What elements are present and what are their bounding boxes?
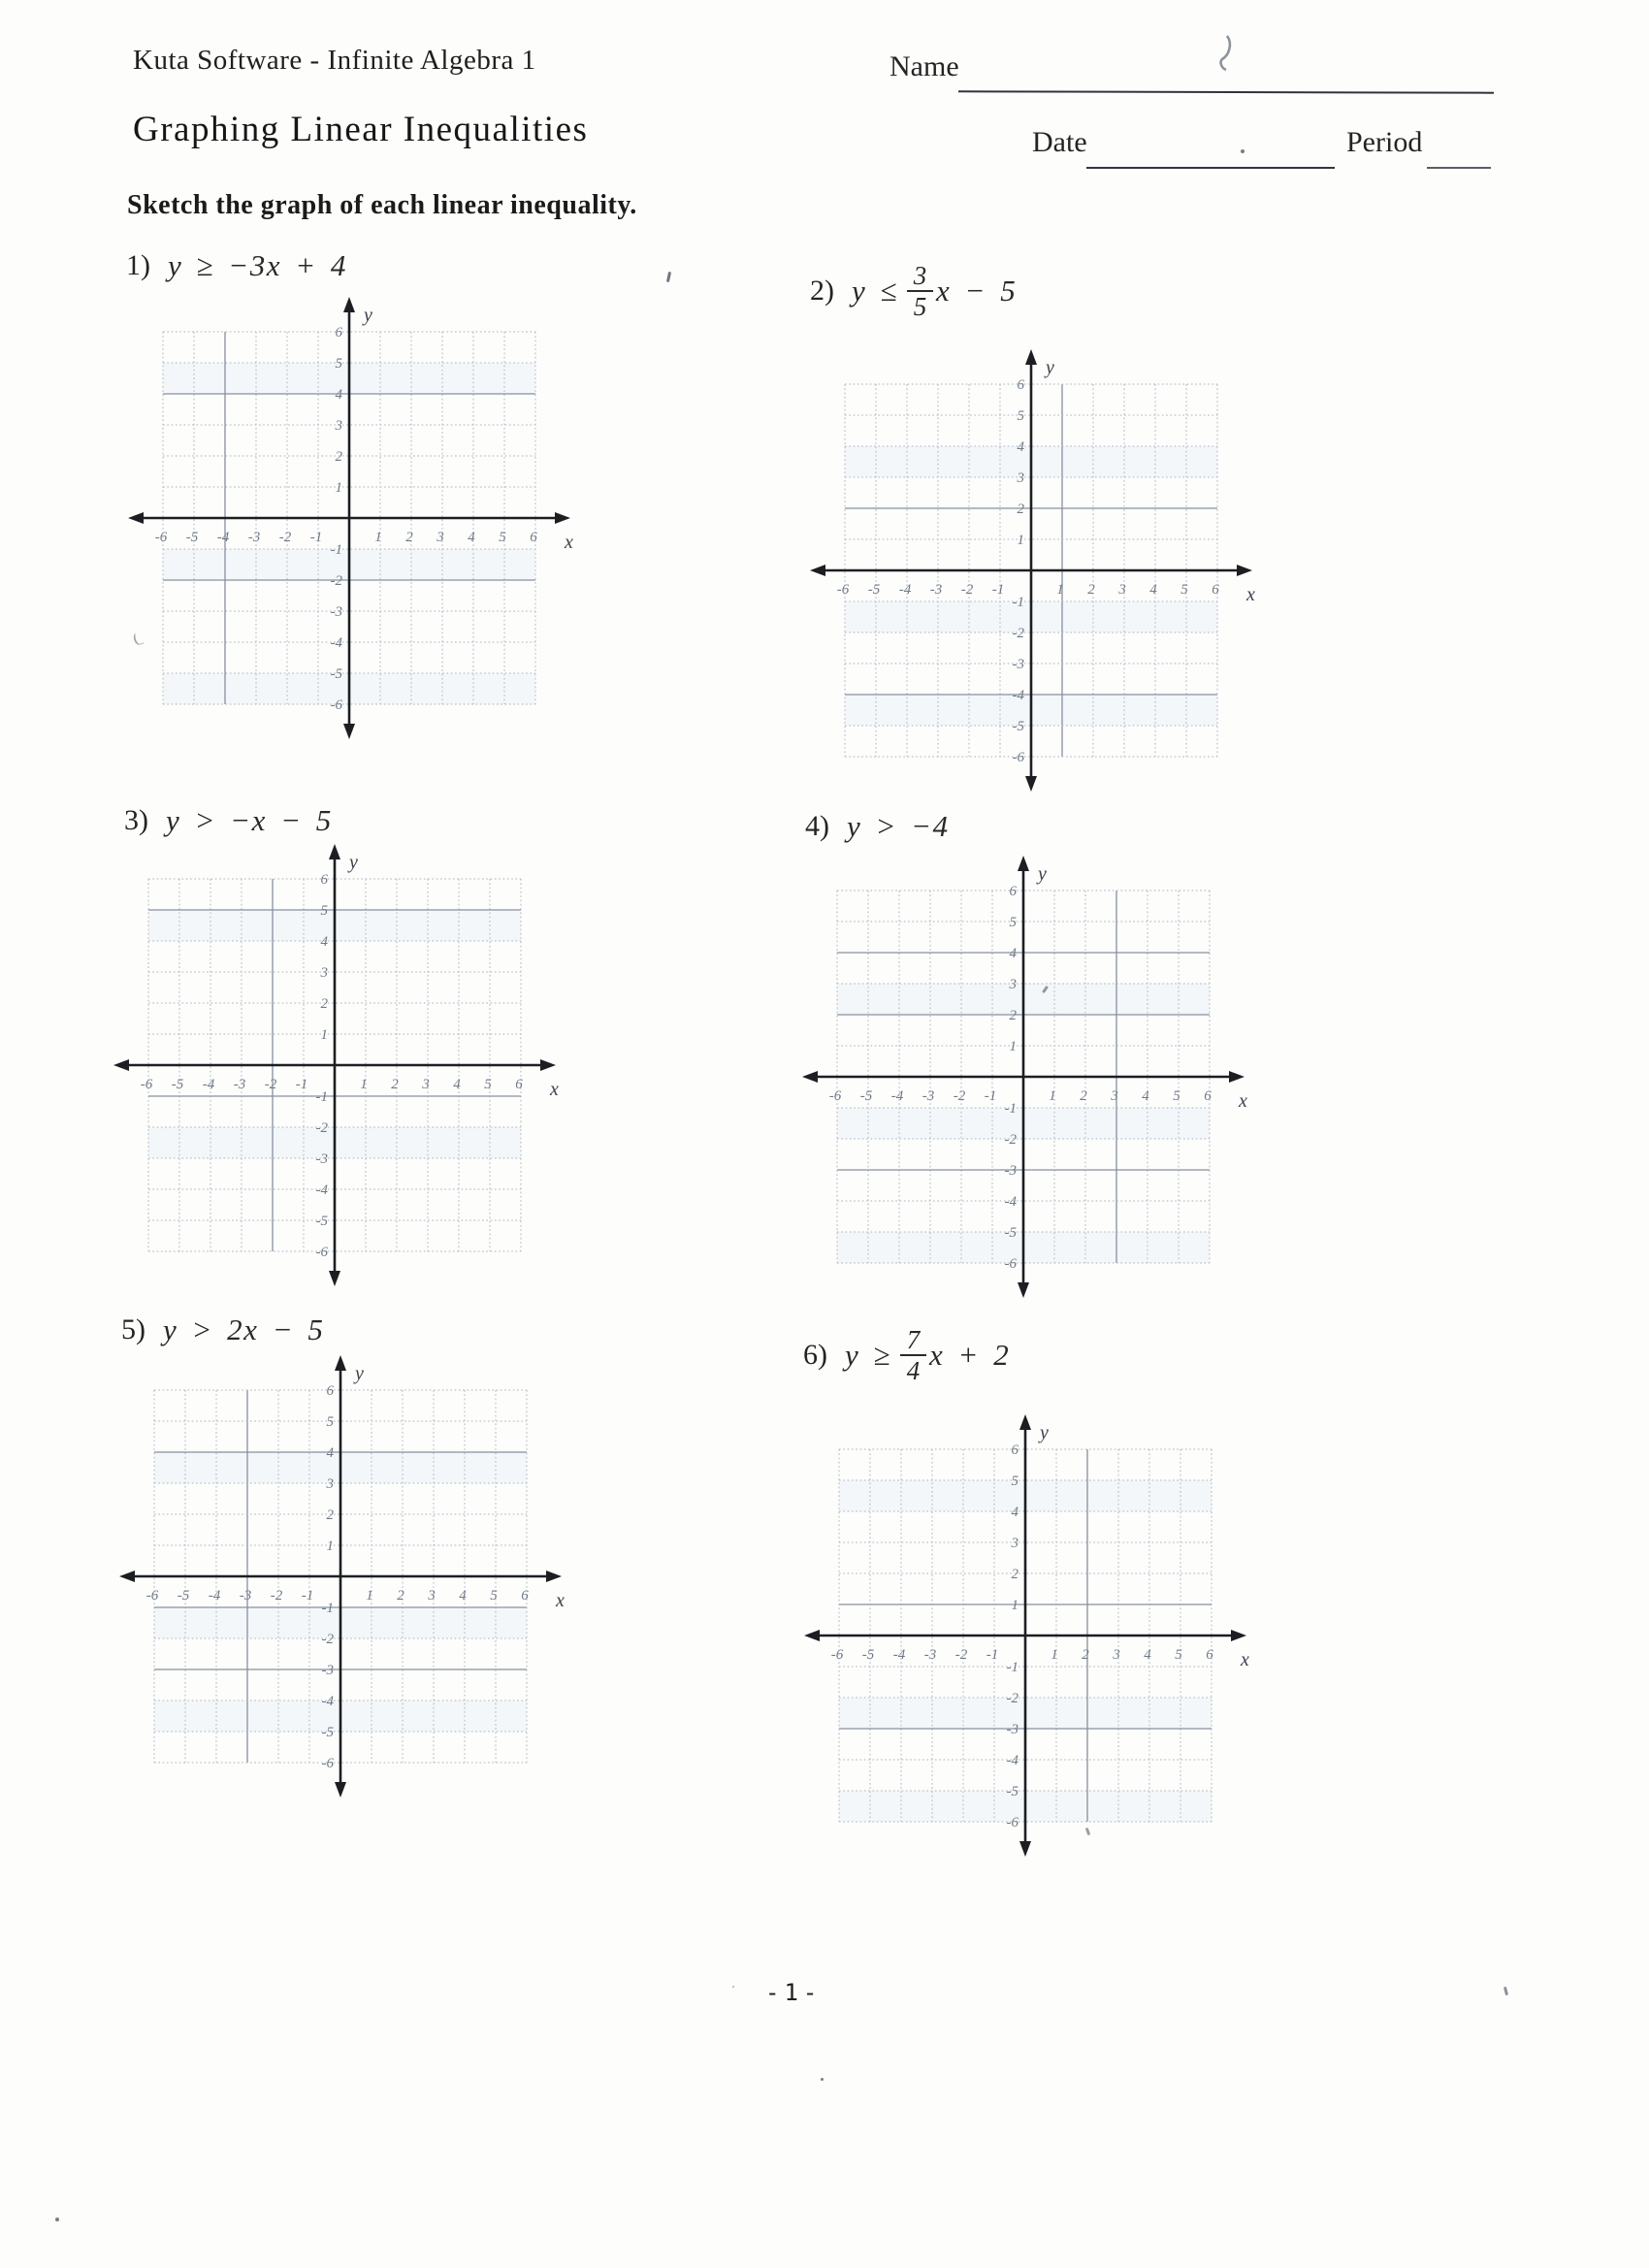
svg-text:-3: -3 [315,1151,328,1167]
period-label: Period [1346,126,1423,158]
problem-number: 2) [810,275,834,307]
svg-text:-2: -2 [330,573,342,589]
svg-text:-1: -1 [991,582,1005,598]
svg-text:-1: -1 [309,530,323,545]
svg-text:1: 1 [1051,1647,1058,1663]
svg-text:-6: -6 [330,697,342,713]
svg-text:1: 1 [1009,1039,1017,1054]
problem-5-heading [121,1309,324,1351]
svg-text:4: 4 [320,934,328,950]
svg-text:-6: -6 [154,530,168,545]
svg-text:3: 3 [1118,582,1126,598]
inequality-expression: y > 2x − 5 [163,1312,325,1346]
svg-text:4: 4 [1149,582,1157,598]
svg-text:-4: -4 [208,1588,221,1604]
svg-text:-4: -4 [330,635,342,651]
svg-text:6: 6 [1206,1647,1213,1663]
svg-text:-2: -2 [953,1088,966,1104]
svg-text:-6: -6 [146,1588,159,1604]
problem-number: 1) [126,249,150,281]
name-label: Name [889,50,959,82]
svg-text:4: 4 [335,387,342,403]
svg-text:1: 1 [326,1539,334,1554]
svg-text:3: 3 [1017,470,1024,486]
svg-text:-4: -4 [1006,1753,1018,1768]
svg-text:-3: -3 [233,1077,246,1092]
y-axis-letter: y [355,1363,364,1384]
svg-text:-5: -5 [859,1088,873,1104]
svg-text:-4: -4 [202,1077,215,1092]
svg-text:1: 1 [320,1027,328,1043]
svg-text:4: 4 [1011,1505,1018,1520]
svg-text:-3: -3 [330,604,342,620]
svg-text:3: 3 [1009,977,1017,992]
svg-text:-2: -2 [1004,1132,1017,1148]
svg-text:-5: -5 [185,530,199,545]
svg-text:2: 2 [391,1077,399,1092]
svg-text:6: 6 [530,530,537,545]
svg-text:-5: -5 [861,1647,875,1663]
svg-text:-4: -4 [892,1647,906,1663]
y-axis-letter: y [1040,1422,1049,1443]
svg-text:-2: -2 [321,1632,334,1647]
svg-text:5: 5 [326,1414,334,1430]
svg-text:4: 4 [1017,439,1024,455]
grid-1 [126,295,599,743]
svg-text:-3: -3 [321,1663,334,1678]
svg-text:-2: -2 [278,530,292,545]
grid-2 [808,347,1281,795]
svg-text:6: 6 [326,1383,334,1399]
svg-text:-4: -4 [898,582,912,598]
svg-text:3: 3 [335,418,342,434]
svg-text:-6: -6 [828,1088,842,1104]
svg-text:4: 4 [459,1588,467,1604]
svg-text:5: 5 [1009,915,1017,930]
svg-text:-2: -2 [315,1120,328,1136]
svg-text:5: 5 [335,356,342,372]
svg-text:-1: -1 [1006,1660,1018,1675]
svg-text:5: 5 [1017,408,1024,424]
y-axis-letter: y [1038,863,1047,885]
svg-text:-1: -1 [295,1077,308,1092]
x-axis-letter: x [556,1590,565,1611]
svg-text:-4: -4 [216,530,230,545]
scan-speck [1241,149,1245,153]
svg-text:-3: -3 [1006,1722,1018,1737]
svg-text:1: 1 [1049,1088,1056,1104]
scan-speck [55,2218,59,2221]
svg-text:5: 5 [1180,582,1188,598]
problem-number: 5) [121,1313,146,1345]
svg-text:6: 6 [1009,884,1017,899]
svg-text:-6: -6 [836,582,850,598]
svg-text:1: 1 [1011,1598,1018,1613]
svg-text:1: 1 [1056,582,1064,598]
svg-text:3: 3 [326,1476,334,1492]
svg-text:-4: -4 [890,1088,904,1104]
svg-text:5: 5 [1011,1474,1018,1489]
svg-text:-3: -3 [247,530,261,545]
scan-speck [732,1986,734,1988]
fraction-numerator: 7 [906,1324,921,1354]
svg-text:5: 5 [1173,1088,1180,1104]
x-axis-letter: x [1241,1649,1249,1670]
svg-text:-1: -1 [986,1647,999,1663]
svg-text:-5: -5 [1004,1225,1017,1241]
svg-text:-5: -5 [1006,1784,1018,1799]
svg-text:-3: -3 [923,1647,937,1663]
svg-text:-1: -1 [321,1601,334,1616]
svg-text:-2: -2 [1006,1691,1018,1706]
problem-2-heading [810,248,1017,334]
svg-text:5: 5 [320,903,328,919]
svg-text:2: 2 [335,449,342,465]
svg-text:1: 1 [335,480,342,496]
svg-text:-5: -5 [330,666,342,682]
scan-artifact-pen-mark [1212,33,1238,74]
fraction-denominator: 5 [913,292,927,321]
svg-text:4: 4 [1009,946,1017,961]
svg-text:-6: -6 [315,1245,328,1260]
svg-text:-6: -6 [830,1647,844,1663]
name-underline [958,90,1494,93]
problem-6-heading [803,1312,1010,1398]
svg-text:-5: -5 [867,582,881,598]
y-axis-letter: y [349,852,358,873]
svg-text:2: 2 [1087,582,1095,598]
svg-text:1: 1 [366,1588,373,1604]
svg-text:-5: -5 [1012,719,1024,734]
inequality-expression: y > −x − 5 [166,803,333,837]
problem-4-heading [805,805,950,848]
scan-speck [666,272,671,282]
inequality-post: x − 5 [936,274,1018,308]
svg-text:4: 4 [326,1445,334,1461]
inequality-expression: y ≥ −3x + 4 [168,248,347,282]
page-number: -1- [765,1979,823,2006]
svg-text:6: 6 [1011,1442,1018,1458]
inequality-expression: y > −4 [847,809,950,843]
fraction [900,1326,926,1385]
instruction-text: Sketch the graph of each linear inequality. [127,190,637,220]
x-axis-letter: x [550,1079,559,1100]
svg-text:1: 1 [360,1077,368,1092]
svg-text:3: 3 [1113,1647,1120,1663]
scan-speck [821,2078,824,2081]
svg-text:-1: -1 [330,542,342,558]
svg-text:2: 2 [1080,1088,1087,1104]
svg-text:-4: -4 [1012,688,1024,703]
period-underline [1427,167,1491,169]
svg-text:2: 2 [1011,1567,1018,1582]
svg-text:-6: -6 [140,1077,153,1092]
axes [814,867,1233,1286]
svg-text:-6: -6 [321,1756,334,1771]
problem-number: 4) [805,810,829,842]
svg-text:6: 6 [1017,377,1024,393]
svg-text:-5: -5 [321,1725,334,1740]
svg-text:-1: -1 [984,1088,997,1104]
x-axis-letter: x [1246,584,1255,605]
svg-text:-6: -6 [1006,1815,1018,1831]
svg-text:2: 2 [397,1588,404,1604]
problem-1-heading [126,244,347,287]
svg-text:5: 5 [499,530,506,545]
y-axis-letter: y [1046,357,1054,378]
inequality-pre: y ≤ [852,274,899,308]
svg-text:5: 5 [490,1588,498,1604]
problem-3-heading [124,799,333,842]
svg-text:2: 2 [326,1507,334,1523]
svg-text:-5: -5 [171,1077,184,1092]
svg-text:-3: -3 [1004,1163,1017,1179]
grid-3 [112,842,585,1290]
svg-text:-3: -3 [922,1088,935,1104]
header-left: Kuta Software - Infinite Algebra 1 [133,45,536,76]
svg-text:6: 6 [521,1588,529,1604]
svg-text:-2: -2 [954,1647,968,1663]
page-title: Graphing Linear Inequalities [133,110,589,149]
svg-text:3: 3 [1011,1536,1018,1551]
grid-5 [117,1353,591,1801]
svg-text:5: 5 [1175,1647,1182,1663]
date-underline [1086,167,1335,169]
svg-text:-1: -1 [315,1089,328,1105]
svg-text:-2: -2 [270,1588,283,1604]
svg-text:3: 3 [428,1588,436,1604]
svg-text:-3: -3 [929,582,943,598]
svg-text:4: 4 [1142,1088,1149,1104]
svg-text:-2: -2 [1012,626,1024,641]
svg-text:-2: -2 [264,1077,277,1092]
grid-4 [800,854,1274,1302]
svg-text:5: 5 [484,1077,492,1092]
svg-text:-4: -4 [315,1183,328,1198]
y-axis-letter: y [364,305,372,326]
inequality-pre: y ≥ [845,1338,892,1372]
svg-text:-1: -1 [1004,1101,1017,1117]
svg-text:-2: -2 [960,582,974,598]
svg-text:-1: -1 [301,1588,314,1604]
svg-text:-6: -6 [1004,1256,1017,1272]
svg-text:6: 6 [335,325,342,340]
svg-text:-5: -5 [315,1214,328,1229]
svg-text:3: 3 [320,965,328,981]
grid-6 [802,1412,1276,1861]
svg-text:4: 4 [1144,1647,1151,1663]
svg-text:6: 6 [320,872,328,888]
x-axis-letter: x [1239,1090,1247,1112]
svg-text:2: 2 [1017,502,1024,517]
svg-text:6: 6 [515,1077,523,1092]
fraction-numerator: 3 [913,260,927,290]
svg-text:3: 3 [422,1077,430,1092]
svg-text:3: 3 [1111,1088,1118,1104]
svg-text:-5: -5 [177,1588,190,1604]
x-axis-letter: x [565,532,573,553]
svg-text:-4: -4 [1004,1194,1017,1210]
inequality-post: x + 2 [929,1338,1011,1372]
svg-text:2: 2 [320,996,328,1012]
svg-text:2: 2 [1082,1647,1089,1663]
svg-text:6: 6 [1204,1088,1212,1104]
problem-number: 3) [124,804,148,836]
scan-speck [1504,1987,1508,1995]
svg-text:2: 2 [405,530,413,545]
svg-text:-3: -3 [239,1588,252,1604]
svg-text:1: 1 [374,530,382,545]
svg-text:-3: -3 [1012,657,1024,672]
date-label: Date [1032,126,1087,158]
svg-text:4: 4 [453,1077,461,1092]
fraction-denominator: 4 [906,1356,921,1385]
svg-text:1: 1 [1017,533,1024,548]
svg-text:-6: -6 [1012,750,1024,765]
svg-text:3: 3 [436,530,444,545]
svg-text:6: 6 [1212,582,1219,598]
svg-text:-1: -1 [1012,595,1024,610]
svg-text:-4: -4 [321,1694,334,1709]
problem-number: 6) [803,1339,827,1371]
svg-text:2: 2 [1009,1008,1017,1023]
svg-text:4: 4 [468,530,475,545]
fraction [907,262,933,321]
